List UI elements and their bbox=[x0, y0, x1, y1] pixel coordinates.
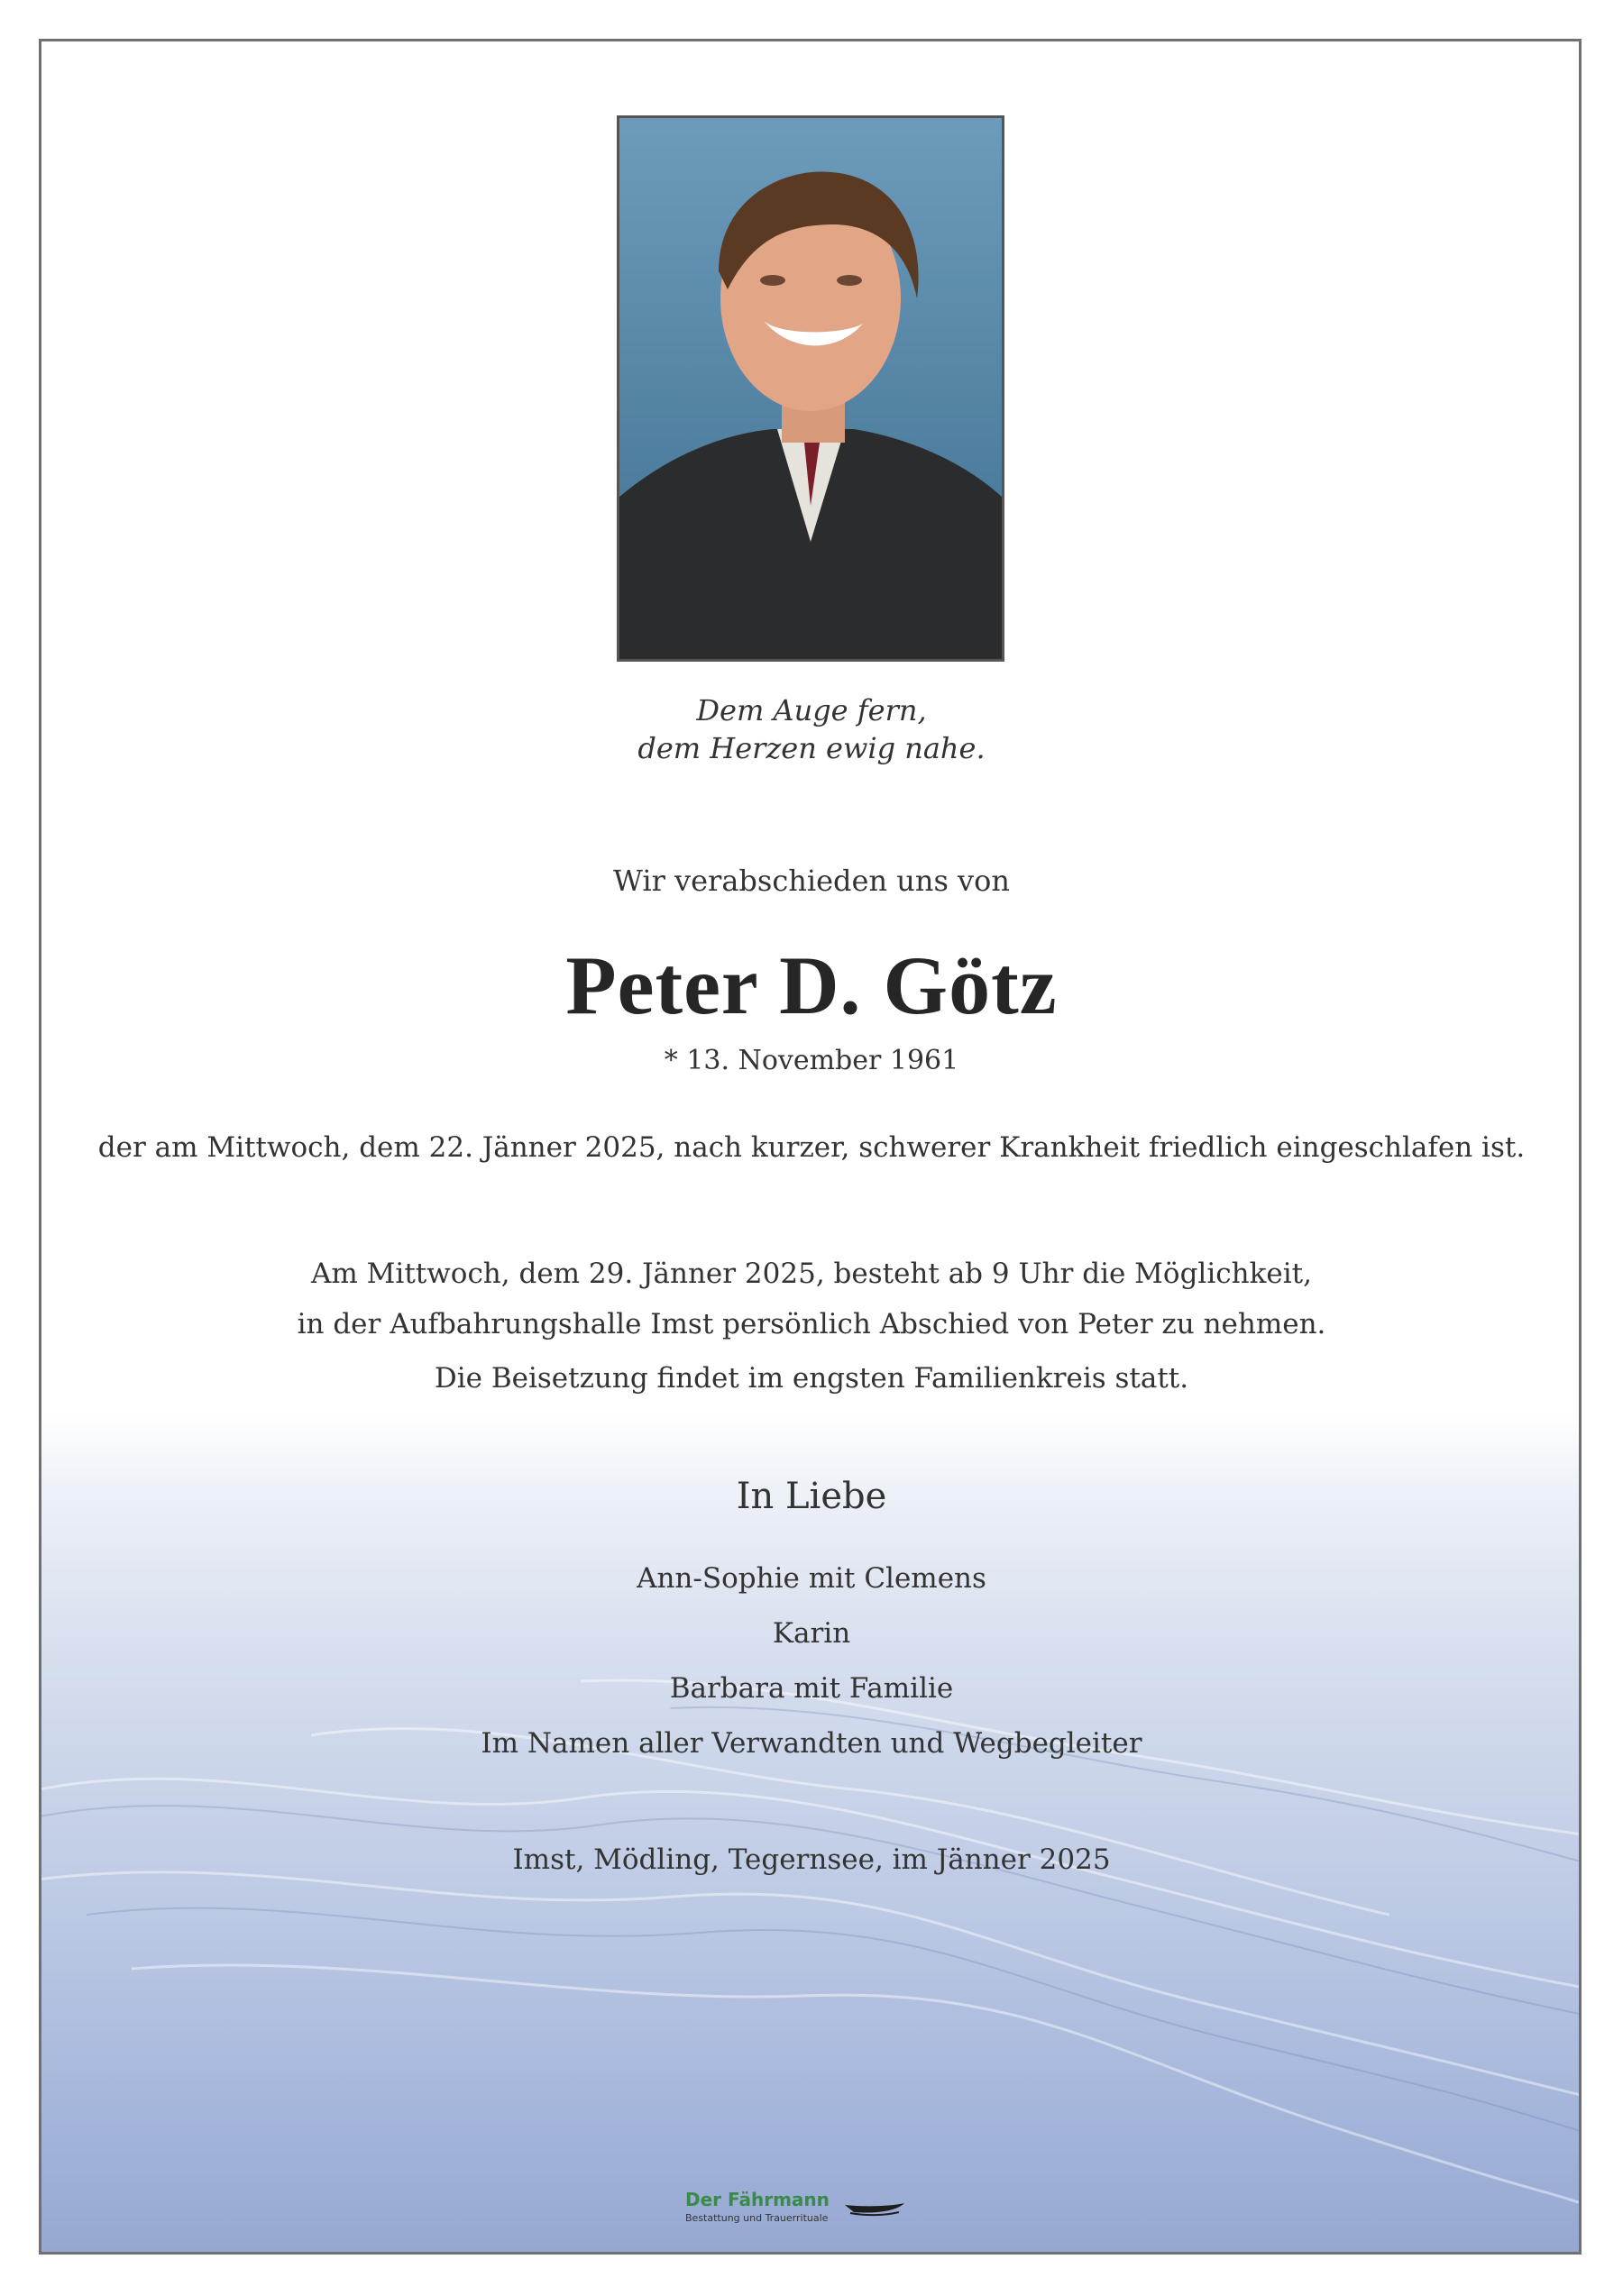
quote-line-2: dem Herzen ewig nahe. bbox=[637, 731, 986, 765]
deceased-name: Peter D. Götz bbox=[565, 939, 1058, 1031]
place-date: Imst, Mödling, Tegernsee, im Jänner 2025 bbox=[512, 1843, 1111, 1876]
farewell-line-1: Am Mittwoch, dem 29. Jänner 2025, besteht ab 9 Uhr die Möglichkeit, bbox=[311, 1258, 1312, 1290]
water-background bbox=[41, 1412, 1579, 2252]
mourner-4: Im Namen aller Verwandten und Wegbegleiter bbox=[481, 1727, 1142, 1760]
intro-text: Wir verabschieden uns von bbox=[613, 864, 1010, 898]
logo-subtitle: Bestattung und Trauerrituale bbox=[685, 2212, 829, 2224]
death-notice: der am Mittwoch, dem 22. Jänner 2025, nach kurzer, schwerer Krankheit friedlich eingeschlafen ist. bbox=[97, 1131, 1526, 1164]
portrait-photo bbox=[617, 115, 1004, 662]
in-liebe-heading: In Liebe bbox=[736, 1476, 887, 1517]
mourner-2: Karin bbox=[772, 1617, 851, 1650]
mourner-3: Barbara mit Familie bbox=[669, 1672, 954, 1705]
quote-line-1: Dem Auge fern, bbox=[696, 693, 927, 727]
boat-icon bbox=[843, 2198, 906, 2219]
mourner-1: Ann-Sophie mit Clemens bbox=[637, 1562, 986, 1595]
quote bbox=[0, 691, 1623, 767]
farewell-line-3: Die Beisetzung findet im engsten Familienkreis statt. bbox=[434, 1362, 1189, 1395]
farewell-line-2: in der Aufbahrungshalle Imst persönlich Abschied von Peter zu nehmen. bbox=[297, 1308, 1326, 1340]
logo-title: Der Fährmann bbox=[685, 2189, 830, 2210]
farewell-block bbox=[0, 1249, 1623, 1404]
water-ripples bbox=[41, 1412, 1579, 2252]
birth-date: * 13. November 1961 bbox=[664, 1045, 959, 1076]
funeral-home-logo bbox=[685, 2189, 956, 2234]
